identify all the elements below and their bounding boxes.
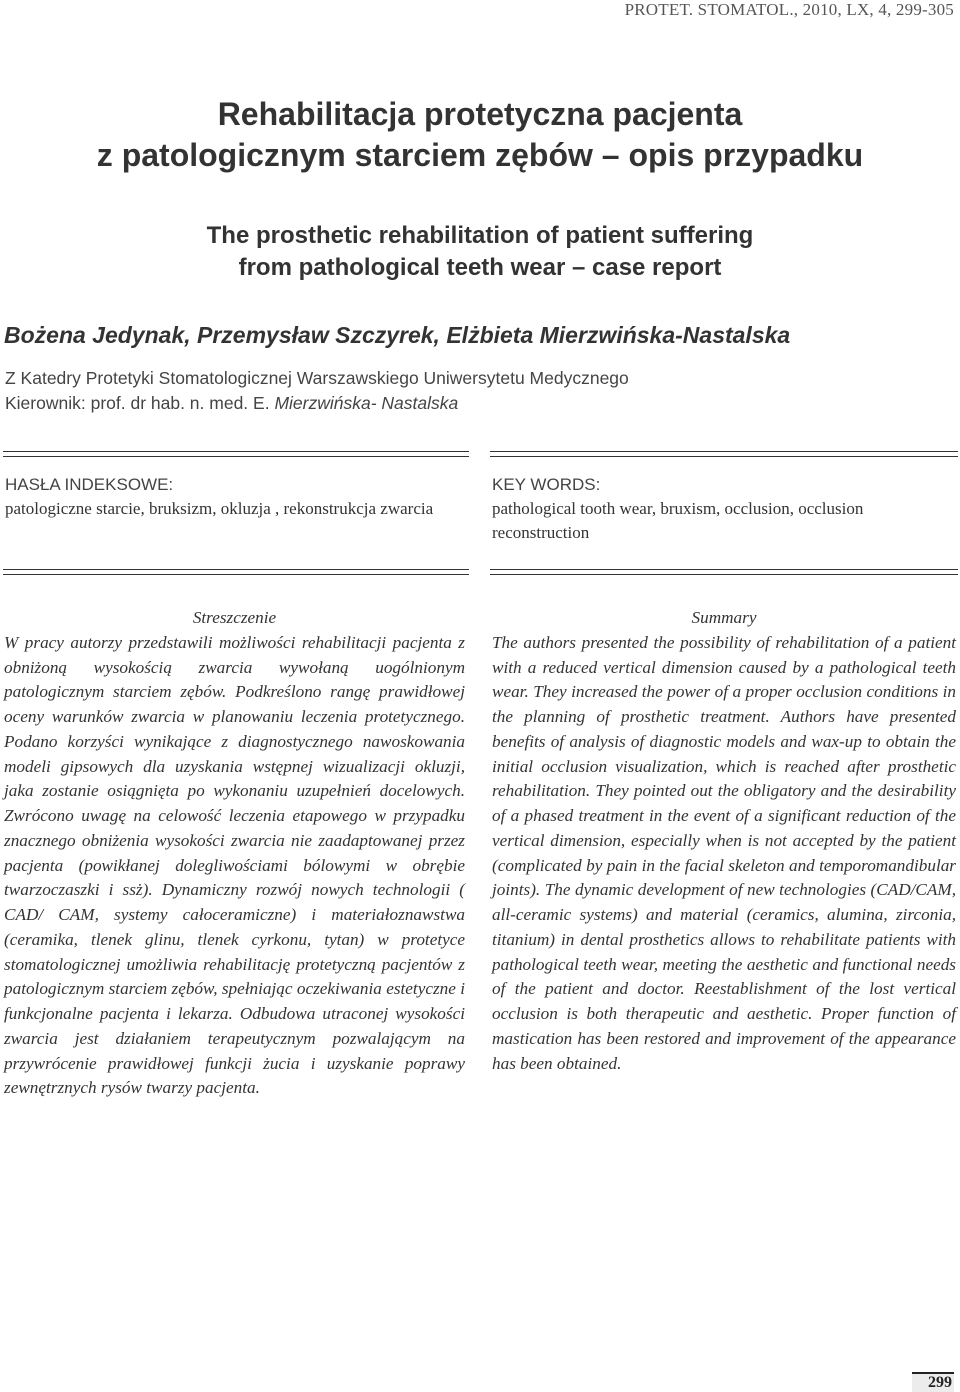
affiliation-department: Z Katedry Protetyki Stomatologicznej Warszawskiego Uniwersytetu Medycznego <box>5 368 629 388</box>
title-polish-line-2: z patologicznym starciem zębów – opis przypadku <box>96 137 864 173</box>
abstract-polish-heading: Streszczenie <box>192 608 277 627</box>
affiliation <box>5 366 629 416</box>
abstract-english <box>492 606 956 1076</box>
keywords-rule-top-right <box>490 451 958 457</box>
title-polish <box>0 94 960 176</box>
keywords-polish-text: patologiczne starcie, bruksizm, okluzja , rekonstrukcja zwarcia <box>5 499 434 518</box>
running-head: PROTET. STOMATOL., 2010, LX, 4, 299-305 <box>624 0 954 19</box>
authors: Bożena Jedynak, Przemysław Szczyrek, Elżbieta Mierzwińska-Nastalska <box>4 322 791 348</box>
page-number: 299 <box>912 1372 954 1392</box>
title-english-line-1: The prosthetic rehabilitation of patient suffering <box>206 222 754 249</box>
abstract-english-text: The authors presented the possibility of rehabilitation of a patient with a reduced vertical dimension caused by a pathological teeth wear. They increased the power of a proper occlusion conditions in the planning of prosthetic treatment. Authors have presented benefits of analysis of diagnostic models and wax-up to obtain the initial occlusion visualization, which is reached after prosthetic rehabilitation. They pointed out the obligatory and the desirability of a phased treatment in the event of a significant reduction of the vertical dimension, especially when is not accepted by the patient (complicated by pain in the facial skeleton and temporomandibular joints). The dynamic development of new technologies (CAD/CAM, all-ceramic systems) and material (ceramics, alumina, zirconia, titanium) in dental prosthetics allows to rehabilitate patients with pathological teeth wear, meeting the aesthetic and functional needs of the patient and doctor. Reestablishment of the lost vertical occlusion is both therapeutic and aesthetic. Proper function of mastication has been restored and improvement of the appearance has been obtained. <box>492 632 956 1073</box>
keywords-english-text: pathological tooth wear, bruxism, occlusion, occlusion reconstruction <box>492 499 864 542</box>
keywords-english <box>492 473 958 545</box>
keywords-english-heading: KEY WORDS: <box>492 475 601 494</box>
title-english-line-2: from pathological teeth wear – case report <box>238 254 722 281</box>
title-polish-line-1: Rehabilitacja protetyczna pacjenta <box>217 96 743 132</box>
title-english <box>0 220 960 284</box>
keywords-rule-top-left <box>3 451 469 457</box>
keywords-polish-heading: HASŁA INDEKSOWE: <box>5 475 174 494</box>
keywords-polish <box>5 473 465 521</box>
affiliation-head-prefix: Kierownik: prof. dr hab. n. med. E. <box>5 393 275 413</box>
keywords-rule-bottom-left <box>3 569 469 575</box>
abstract-polish-text: W pracy autorzy przedstawili możliwości rehabilitacji pacjenta z obniżoną wysokością zwarcia wywołaną uogólnionym patologicznym starciem zębów. Podkreślono rangę prawidłowej oceny warunków zwarcia w planowaniu leczenia protetycznego. Podano korzyści wynikające z diagnostycznego nawoskowania modeli gipsowych dla uzyskania wstępnej wizualizacji okluzji, jaka zostanie osiągnięta po wykonaniu uzupełnień docelowych. Zwrócono uwagę na celowość leczenia etapowego w przypadku znacznego obniżenia wysokości zwarcia nie zaadaptowanej przez pacjenta (powikłanej dolegliwościami bólowymi w obrębie twarzoczaszki i ssż). Dynamiczny rozwój nowych technologii ( CAD/ CAM, systemy całoceramiczne) i materiałoznawstwa (ceramika, tlenek glinu, tlenek cyrkonu, tytan) w protetyce stomatologicznej umożliwia rehabilitację protetyczną pacjentów z patologicznym starciem zębów, spełniając oczekiwania estetyczne i funkcjonalne pacjenta i lekarza. Odbudowa utraconej wysokości zwarcia jest działaniem terapeutycznym pozwalającym na przywrócenie prawidłowej funkcji żucia i uzyskanie poprawy zewnętrznych rysów twarzy pacjenta. <box>4 632 465 1098</box>
keywords-rule-bottom-right <box>490 569 958 575</box>
abstract-english-heading: Summary <box>691 608 757 627</box>
affiliation-head-name: Mierzwińska- Nastalska <box>274 393 459 413</box>
abstract-polish <box>4 606 465 1101</box>
affiliation-head <box>5 391 629 416</box>
